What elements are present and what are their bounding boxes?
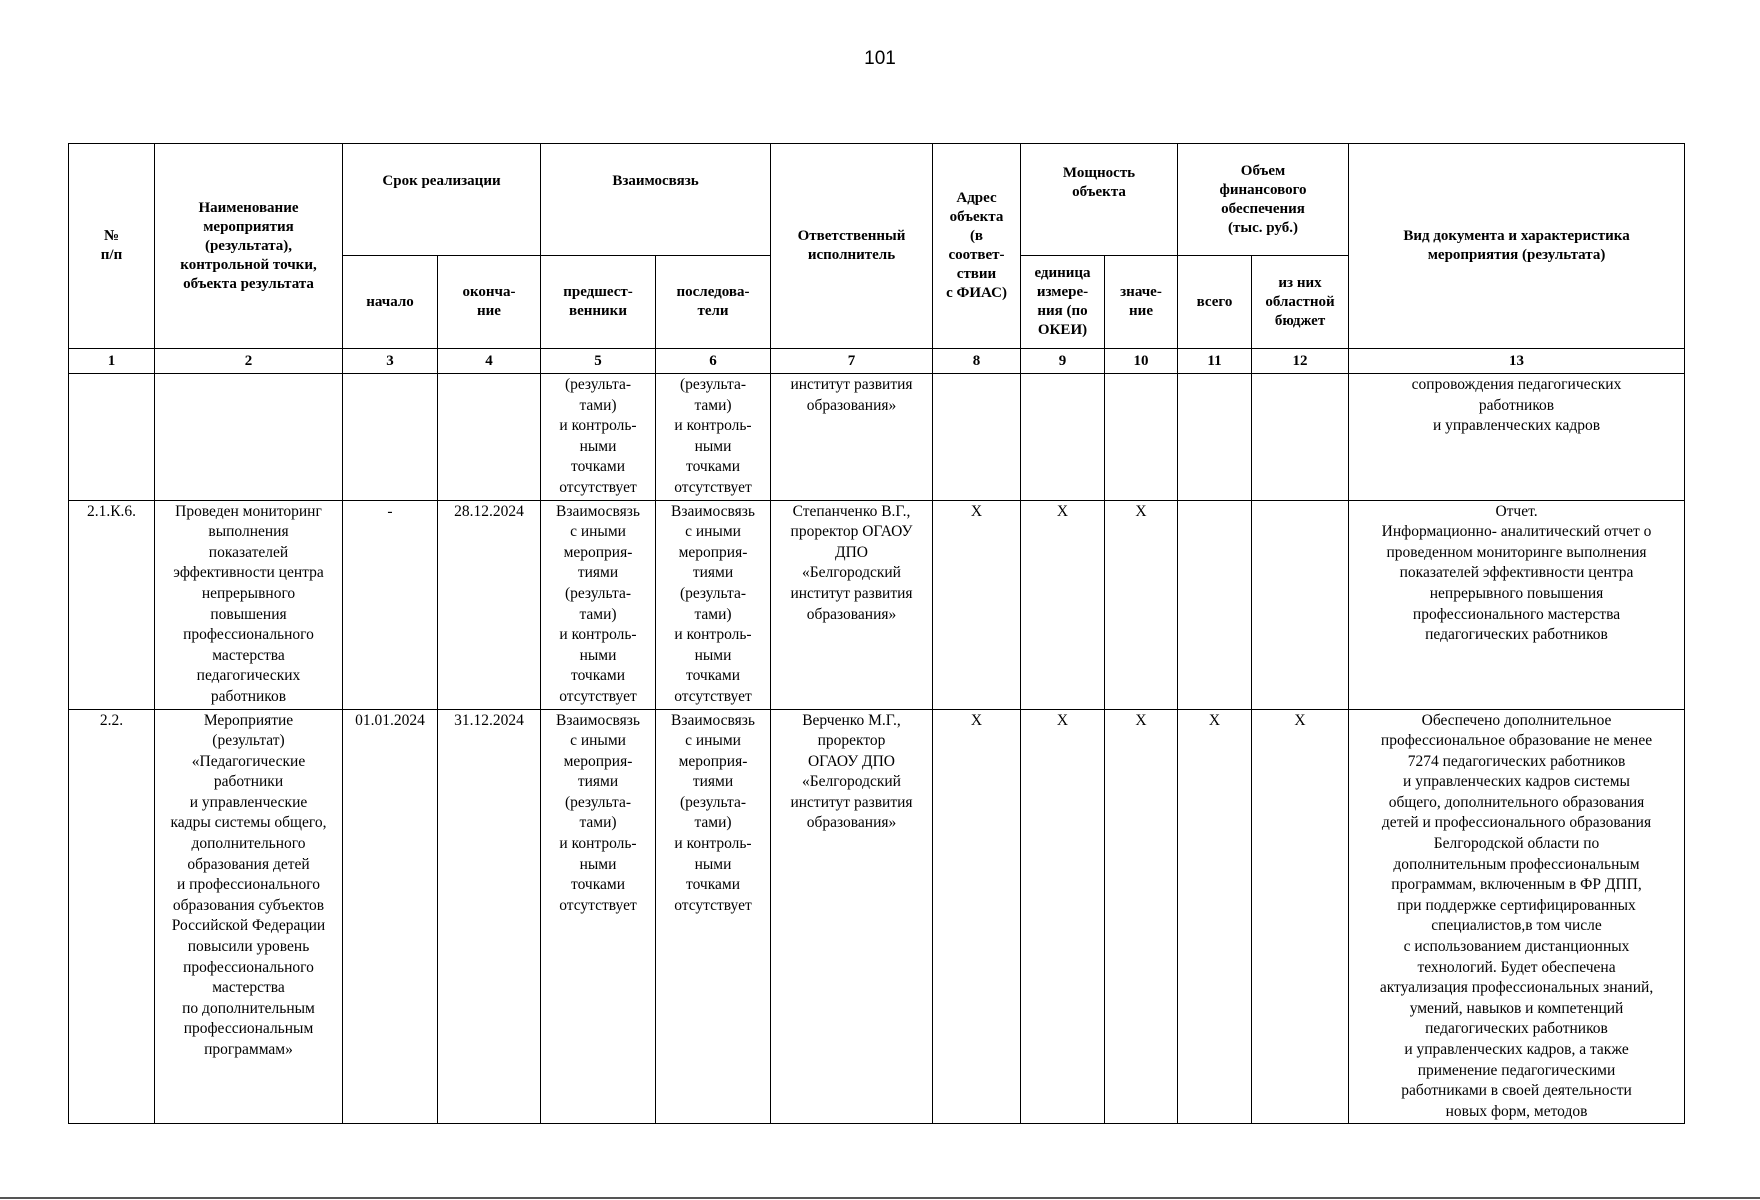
column-number: 13 bbox=[1349, 349, 1685, 374]
cell-unit bbox=[1021, 374, 1105, 501]
table-row bbox=[69, 709, 1685, 1124]
cell-end: 28.12.2024 bbox=[438, 500, 541, 709]
cell-total: X bbox=[1178, 709, 1252, 1124]
cell-start: - bbox=[343, 500, 438, 709]
cell-value: X bbox=[1105, 500, 1178, 709]
cell-name bbox=[155, 374, 343, 501]
cell-start: 01.01.2024 bbox=[343, 709, 438, 1124]
column-number-row bbox=[69, 349, 1685, 374]
cell-regional: X bbox=[1252, 709, 1349, 1124]
column-number: 4 bbox=[438, 349, 541, 374]
page-number: 101 bbox=[864, 48, 896, 69]
cell-id: 2.1.К.6. bbox=[69, 500, 155, 709]
column-number: 5 bbox=[541, 349, 656, 374]
column-number: 6 bbox=[656, 349, 771, 374]
column-number: 12 bbox=[1252, 349, 1349, 374]
column-number: 3 bbox=[343, 349, 438, 374]
cell-responsible: Верченко М.Г., проректор ОГАОУ ДПО «Белгородский институт развития образования» bbox=[771, 709, 933, 1124]
column-number: 10 bbox=[1105, 349, 1178, 374]
header-number: № п/п bbox=[69, 144, 155, 349]
header-start: начало bbox=[343, 256, 438, 349]
cell-total bbox=[1178, 374, 1252, 501]
cell-name: Проведен мониторинг выполнения показателей эффективности центра непрерывного повышения профессионального мастерства педагогических работников bbox=[155, 500, 343, 709]
cell-id: 2.2. bbox=[69, 709, 155, 1124]
header-successors: последова- тели bbox=[656, 256, 771, 349]
cell-end: 31.12.2024 bbox=[438, 709, 541, 1124]
table-row bbox=[69, 374, 1685, 501]
column-number: 9 bbox=[1021, 349, 1105, 374]
cell-regional bbox=[1252, 374, 1349, 501]
header-term: Срок реализации bbox=[343, 144, 541, 256]
header-responsible: Ответственный исполнитель bbox=[771, 144, 933, 349]
cell-successors: (результа- тами) и контроль- ными точками отсутствует bbox=[656, 374, 771, 501]
cell-predecessors: Взаимосвязь с иными мероприя- тиями (результа- тами) и контроль- ными точками отсутствует bbox=[541, 500, 656, 709]
column-number: 8 bbox=[933, 349, 1021, 374]
header-row-1 bbox=[69, 144, 1685, 256]
table-row bbox=[69, 500, 1685, 709]
cell-unit: X bbox=[1021, 709, 1105, 1124]
cell-name: Мероприятие (результат) «Педагогические работники и управленческие кадры системы общего, дополнительного образования детей и профессионального образования субъектов Российской Федерации повысили уровень профессионального мастерства по дополнительным профессиональным программам» bbox=[155, 709, 343, 1124]
column-number: 2 bbox=[155, 349, 343, 374]
plan-table bbox=[68, 143, 1685, 1124]
header-document: Вид документа и характеристика мероприятия (результата) bbox=[1349, 144, 1685, 349]
cell-successors: Взаимосвязь с иными мероприя- тиями (результа- тами) и контроль- ными точками отсутствует bbox=[656, 709, 771, 1124]
cell-successors: Взаимосвязь с иными мероприя- тиями (результа- тами) и контроль- ными точками отсутствует bbox=[656, 500, 771, 709]
header-address: Адрес объекта (в соответ- ствии с ФИАС) bbox=[933, 144, 1021, 349]
cell-regional bbox=[1252, 500, 1349, 709]
page-bottom-divider bbox=[0, 1197, 1760, 1199]
plan-table-wrapper bbox=[68, 143, 1684, 1124]
cell-value: X bbox=[1105, 709, 1178, 1124]
cell-start bbox=[343, 374, 438, 501]
header-total: всего bbox=[1178, 256, 1252, 349]
column-number: 1 bbox=[69, 349, 155, 374]
cell-document: Обеспечено дополнительное профессиональное образование не менее 7274 педагогических работников и управленческих кадров системы общего, дополнительного образования детей и профессионального образования Белгородской области по дополнительным профессиональным программам, включенным в ФР ДПП, при поддержке сертифицированных специалистов,в том числе с использованием дистанционных технологий. Будет обеспечена актуализация профессиональных знаний, умений, навыков и компетенций педагогических работников и управленческих кадров, а также применение педагогическими работниками в своей деятельности новых форм, методов bbox=[1349, 709, 1685, 1124]
column-number: 11 bbox=[1178, 349, 1252, 374]
header-predecessors: предшест- венники bbox=[541, 256, 656, 349]
header-capacity: Мощность объекта bbox=[1021, 144, 1178, 256]
cell-total bbox=[1178, 500, 1252, 709]
cell-unit: X bbox=[1021, 500, 1105, 709]
header-name: Наименование мероприятия (результата), контрольной точки, объекта результата bbox=[155, 144, 343, 349]
cell-responsible: Степанченко В.Г., проректор ОГАОУ ДПО «Белгородский институт развития образования» bbox=[771, 500, 933, 709]
cell-address bbox=[933, 374, 1021, 501]
header-relation: Взаимосвязь bbox=[541, 144, 771, 256]
cell-predecessors: (результа- тами) и контроль- ными точками отсутствует bbox=[541, 374, 656, 501]
header-regional: из них областной бюджет bbox=[1252, 256, 1349, 349]
cell-predecessors: Взаимосвязь с иными мероприя- тиями (результа- тами) и контроль- ными точками отсутствует bbox=[541, 709, 656, 1124]
cell-document: Отчет. Информационно- аналитический отчет о проведенном мониторинге выполнения показателей эффективности центра непрерывного повышения профессионального мастерства педагогических работников bbox=[1349, 500, 1685, 709]
header-finance: Объем финансового обеспечения (тыс. руб.) bbox=[1178, 144, 1349, 256]
header-unit: единица измере- ния (по ОКЕИ) bbox=[1021, 256, 1105, 349]
column-number: 7 bbox=[771, 349, 933, 374]
cell-value bbox=[1105, 374, 1178, 501]
cell-responsible: институт развития образования» bbox=[771, 374, 933, 501]
cell-document: сопровождения педагогических работников и управленческих кадров bbox=[1349, 374, 1685, 501]
cell-end bbox=[438, 374, 541, 501]
cell-address: X bbox=[933, 500, 1021, 709]
header-value: значе- ние bbox=[1105, 256, 1178, 349]
cell-id bbox=[69, 374, 155, 501]
cell-address: X bbox=[933, 709, 1021, 1124]
header-end: оконча- ние bbox=[438, 256, 541, 349]
